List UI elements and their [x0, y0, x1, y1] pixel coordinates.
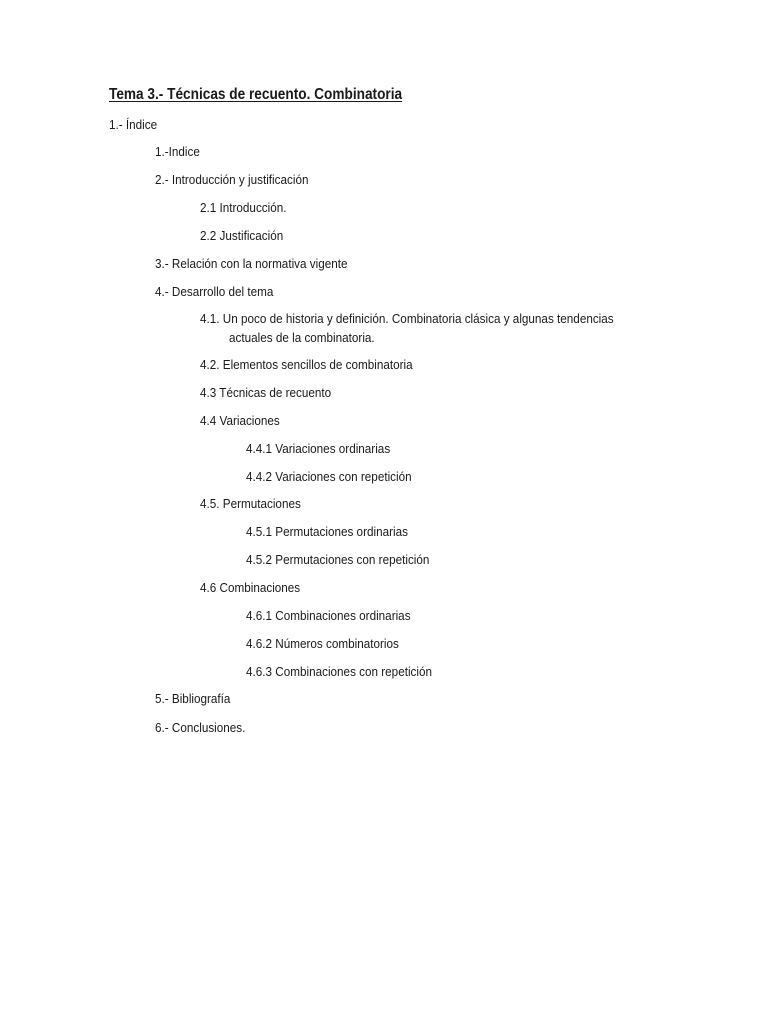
toc-entry-continuation: actuales de la combinatoria.: [229, 330, 375, 345]
toc-entry-level-3: 4.5.1 Permutaciones ordinarias: [246, 524, 408, 539]
toc-entry-level-2: 4.3 Técnicas de recuento: [200, 385, 332, 400]
toc-entry-level-2: 2.1 Introducción.: [200, 200, 287, 215]
toc-entry-level-1: 2.- Introducción y justificación: [155, 172, 309, 187]
document-title: Tema 3.- Técnicas de recuento. Combinatoria: [109, 86, 403, 103]
toc-entry-level-1: 3.- Relación con la normativa vigente: [155, 256, 348, 271]
toc-entry-level-3: 4.6.3 Combinaciones con repetición: [246, 664, 433, 679]
toc-entry-level-2: 4.4 Variaciones: [200, 413, 280, 428]
toc-entry-level-1: 4.- Desarrollo del tema: [155, 284, 274, 299]
toc-entry-level-1: 5.- Bibliografía: [155, 691, 231, 706]
toc-entry-level-2: 4.2. Elementos sencillos de combinatoria: [200, 357, 413, 372]
toc-heading: 1.- Índice: [109, 117, 158, 132]
toc-entry-level-3: 4.6.1 Combinaciones ordinarias: [246, 608, 411, 623]
toc-entry-level-3: 4.4.2 Variaciones con repetición: [246, 469, 412, 484]
toc-entry-level-1: 1.-Indice: [155, 144, 200, 159]
toc-entry-level-1: 6.- Conclusiones.: [155, 720, 246, 735]
toc-entry-level-2: 4.5. Permutaciones: [200, 496, 301, 511]
toc-entry-level-2: 2.2 Justificación: [200, 228, 284, 243]
toc-entry-level-2: 4.1. Un poco de historia y definición. Combinatoria clásica y algunas tendencias: [200, 311, 614, 326]
toc-entry-level-3: 4.4.1 Variaciones ordinarias: [246, 441, 391, 456]
toc-entry-level-3: 4.5.2 Permutaciones con repetición: [246, 552, 430, 567]
toc-entry-level-3: 4.6.2 Números combinatorios: [246, 636, 399, 651]
toc-entry-level-2: 4.6 Combinaciones: [200, 580, 301, 595]
